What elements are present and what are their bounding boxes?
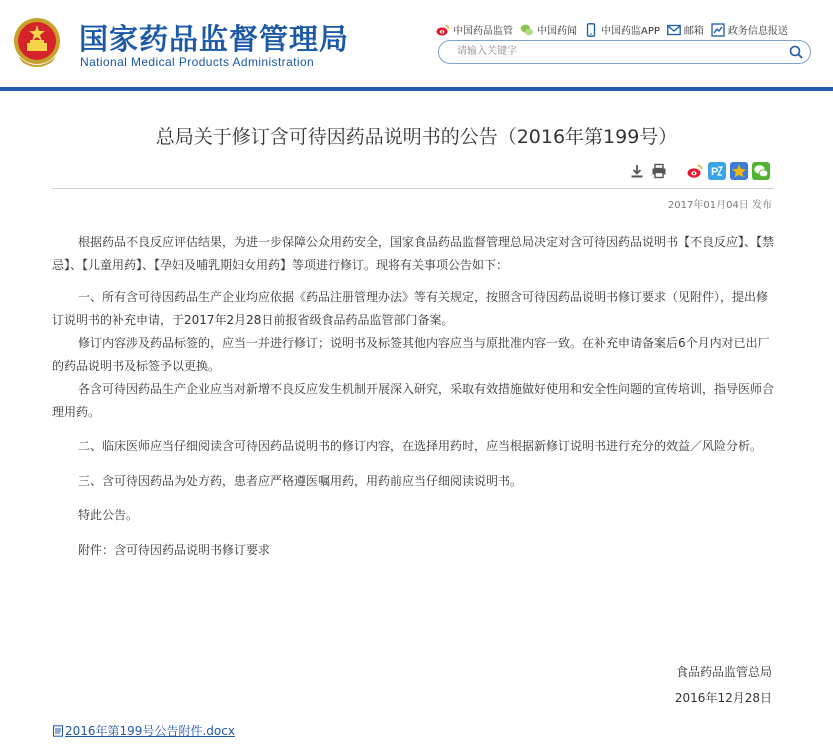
publish-date xyxy=(668,196,772,211)
top-link-label: 政务信息报送 xyxy=(727,26,788,37)
top-link-label: 中国药品监管 xyxy=(453,26,513,37)
svg-text:P: P xyxy=(711,166,719,178)
wechat-icon xyxy=(753,163,769,179)
publish-date-value: 2017年01月04日 xyxy=(667,200,749,211)
top-link-label: 邮箱 xyxy=(683,26,704,37)
attachment-filename: 2016年第199号公告附件.docx xyxy=(65,724,235,738)
search-box xyxy=(438,40,811,64)
top-links xyxy=(436,22,788,37)
site-title-cn: 国家药品监督管理局 xyxy=(79,22,350,56)
attachment-link[interactable] xyxy=(52,722,235,739)
title-divider xyxy=(52,188,774,189)
article-body xyxy=(52,231,774,562)
top-link-wechat[interactable] xyxy=(520,22,577,37)
share-weibo-button[interactable] xyxy=(686,162,704,180)
page-title: 总局关于修订含可待因药品说明书的公告（2016年第199号） xyxy=(155,126,678,148)
top-link-report[interactable] xyxy=(711,22,788,37)
download-icon xyxy=(629,163,645,179)
top-link-label: 中国药闻 xyxy=(537,26,577,37)
paragraph-item-2: 二、临床医师应当仔细阅读含可待因药品说明书的修订内容，在选择用药时，应当根据新修订说明书进行充分的效益／风险分析。 xyxy=(78,439,763,453)
download-button[interactable] xyxy=(628,162,646,180)
paragraph-intro: 根据药品不良反应评估结果，为进一步保障公众用药安全，国家食品药品监督管理总局决定对含可待因药品说明书【不良反应】、【禁忌】、【儿童用药】、【孕妇及哺乳期妇女用药】等项进行修订。现将有关事项公告如下： xyxy=(52,235,775,272)
document-icon xyxy=(52,725,64,737)
paragraph-attachment-note: 附件：含可待因药品说明书修订要求 xyxy=(78,543,271,557)
print-icon xyxy=(651,163,667,179)
signature-date: 2016年12月28日 xyxy=(674,691,772,705)
site-header xyxy=(0,0,833,88)
weibo-icon xyxy=(436,23,450,37)
top-link-mail[interactable] xyxy=(667,22,704,37)
signature-org: 食品药品监管总局 xyxy=(675,665,772,679)
wechat-icon xyxy=(520,23,534,37)
share-wechat-button[interactable] xyxy=(752,162,770,180)
star-icon xyxy=(731,163,747,179)
header-divider xyxy=(0,87,833,91)
paragraph-item-1-label: 修订内容涉及药品标签的，应当一并进行修订；说明书及标签其他内容应当与原批准内容一致。在补充申请备案后6个月内对已出厂的药品说明书及标签予以更换。 xyxy=(52,336,770,373)
mail-icon xyxy=(667,23,681,37)
article-toolbar xyxy=(628,162,770,180)
search-input[interactable] xyxy=(457,43,777,60)
paragraph-item-1-research: 各含可待因药品生产企业应当对新增不良反应发生机制开展深入研究，采取有效措施做好使用和安全性问题的宣传培训，指导医师合理用药。 xyxy=(52,382,775,419)
phone-icon xyxy=(584,23,598,37)
search-icon[interactable] xyxy=(788,44,804,60)
paragraph-closing: 特此公告。 xyxy=(78,508,139,522)
share-favorite-button[interactable] xyxy=(730,162,748,180)
top-link-app[interactable] xyxy=(584,22,660,37)
weibo-icon xyxy=(686,162,704,180)
top-link-label: 中国药监APP xyxy=(601,26,660,37)
publish-date-suffix: 发布 xyxy=(752,200,772,211)
report-icon xyxy=(711,23,725,37)
paragraph-item-3: 三、含可待因药品为处方药，患者应严格遵医嘱用药，用药前应当仔细阅读说明书。 xyxy=(78,474,523,488)
national-emblem-icon xyxy=(12,16,62,70)
site-title-en: National Medical Products Administration xyxy=(80,55,315,69)
share-qzone-button[interactable] xyxy=(708,162,726,180)
top-link-weibo[interactable] xyxy=(436,22,513,37)
print-button[interactable] xyxy=(650,162,668,180)
paragraph-item-1: 一、所有含可待因药品生产企业均应依据《药品注册管理办法》等有关规定，按照含可待因药品说明书修订要求（见附件），提出修订说明书的补充申请，于2017年2月28日前报省级食品药品监管部门备案。 xyxy=(52,290,769,327)
qzone-icon xyxy=(710,164,724,178)
